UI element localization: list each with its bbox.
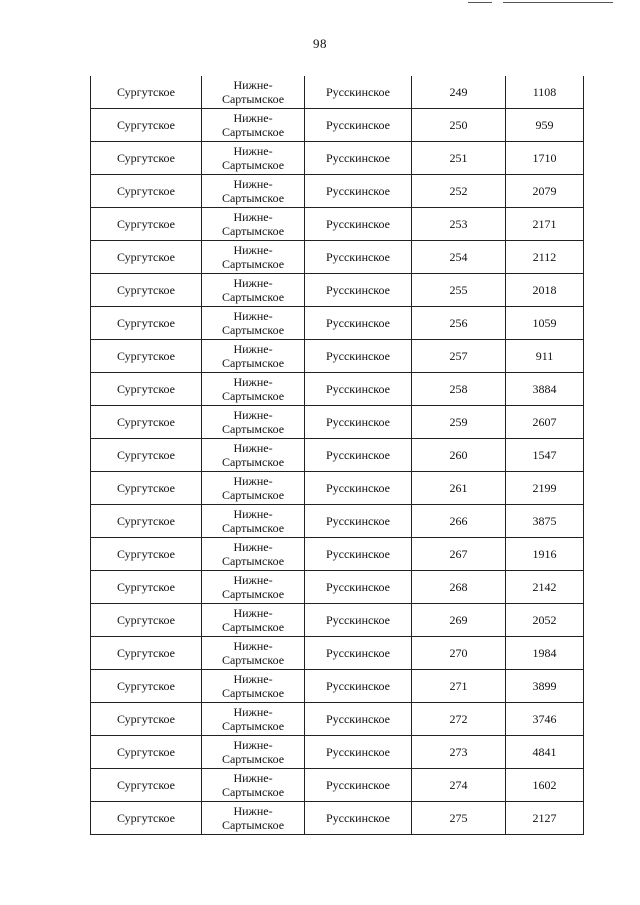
land-cell: Русскинское (305, 670, 412, 703)
land-cell: Русскинское (305, 505, 412, 538)
number-cell: 273 (412, 736, 506, 769)
settlement-cell (202, 703, 305, 736)
district-cell: Сургутское (91, 505, 202, 538)
number-cell: 254 (412, 241, 506, 274)
number-cell: 270 (412, 637, 506, 670)
district-cell: Сургутское (91, 175, 202, 208)
number-cell: 251 (412, 142, 506, 175)
number-cell: 259 (412, 406, 506, 439)
header-rule-right (503, 2, 613, 3)
settlement-cell (202, 637, 305, 670)
settlement-line-2: Сартымское (221, 191, 285, 205)
number-cell: 267 (412, 538, 506, 571)
table-row (91, 76, 584, 109)
settlement-line-2: Сартымское (221, 653, 285, 667)
settlement-line-1: Нижне- (233, 474, 273, 488)
settlement-line-1: Нижне- (233, 78, 273, 92)
district-cell: Сургутское (91, 538, 202, 571)
settlement-line-2: Сартымское (221, 389, 285, 403)
district-cell: Сургутское (91, 670, 202, 703)
land-cell: Русскинское (305, 241, 412, 274)
table-row (91, 175, 584, 208)
district-cell: Сургутское (91, 769, 202, 802)
settlement-line-2: Сартымское (221, 752, 285, 766)
header-rule-left (468, 2, 492, 3)
settlement-line-1: Нижне- (233, 309, 273, 323)
settlement-line-1: Нижне- (233, 672, 273, 686)
settlement-cell (202, 439, 305, 472)
settlement-cell (202, 241, 305, 274)
table-row (91, 670, 584, 703)
table-row (91, 637, 584, 670)
number-cell: 252 (412, 175, 506, 208)
settlement-line-1: Нижне- (233, 243, 273, 257)
district-cell: Сургутское (91, 208, 202, 241)
number-cell: 261 (412, 472, 506, 505)
settlement-line-2: Сартымское (221, 686, 285, 700)
settlement-cell (202, 274, 305, 307)
table-row (91, 538, 584, 571)
settlement-cell (202, 604, 305, 637)
settlement-line-1: Нижне- (233, 639, 273, 653)
table-row (91, 373, 584, 406)
table-row (91, 241, 584, 274)
land-cell: Русскинское (305, 307, 412, 340)
settlement-line-1: Нижне- (233, 771, 273, 785)
value-cell: 1984 (506, 637, 584, 670)
district-cell: Сургутское (91, 142, 202, 175)
district-cell: Сургутское (91, 703, 202, 736)
settlement-cell (202, 571, 305, 604)
district-cell: Сургутское (91, 76, 202, 109)
land-cell: Русскинское (305, 802, 412, 835)
value-cell: 2171 (506, 208, 584, 241)
district-cell: Сургутское (91, 604, 202, 637)
value-cell: 2112 (506, 241, 584, 274)
table-body (91, 76, 584, 835)
value-cell: 2127 (506, 802, 584, 835)
settlement-line-2: Сартымское (221, 158, 285, 172)
settlement-cell (202, 472, 305, 505)
settlement-line-2: Сартымское (221, 521, 285, 535)
value-cell: 1108 (506, 76, 584, 109)
land-cell: Русскинское (305, 175, 412, 208)
number-cell: 253 (412, 208, 506, 241)
table-row (91, 274, 584, 307)
district-cell: Сургутское (91, 637, 202, 670)
land-cell: Русскинское (305, 439, 412, 472)
number-cell: 269 (412, 604, 506, 637)
value-cell: 2142 (506, 571, 584, 604)
value-cell: 1916 (506, 538, 584, 571)
settlement-cell (202, 736, 305, 769)
value-cell: 3899 (506, 670, 584, 703)
table-row (91, 571, 584, 604)
value-cell: 1710 (506, 142, 584, 175)
data-table (90, 76, 584, 835)
settlement-line-2: Сартымское (221, 323, 285, 337)
district-cell: Сургутское (91, 109, 202, 142)
table-row (91, 604, 584, 637)
land-cell: Русскинское (305, 604, 412, 637)
settlement-line-1: Нижне- (233, 573, 273, 587)
table-row (91, 340, 584, 373)
value-cell: 3884 (506, 373, 584, 406)
settlement-line-2: Сартымское (221, 422, 285, 436)
number-cell: 255 (412, 274, 506, 307)
settlement-line-2: Сартымское (221, 290, 285, 304)
value-cell: 2018 (506, 274, 584, 307)
settlement-cell (202, 373, 305, 406)
value-cell: 1602 (506, 769, 584, 802)
value-cell: 959 (506, 109, 584, 142)
settlement-line-2: Сартымское (221, 587, 285, 601)
district-cell: Сургутское (91, 472, 202, 505)
district-cell: Сургутское (91, 274, 202, 307)
settlement-line-1: Нижне- (233, 177, 273, 191)
table-row (91, 472, 584, 505)
land-cell: Русскинское (305, 472, 412, 505)
land-cell: Русскинское (305, 637, 412, 670)
land-cell: Русскинское (305, 769, 412, 802)
settlement-line-1: Нижне- (233, 342, 273, 356)
number-cell: 266 (412, 505, 506, 538)
value-cell: 2607 (506, 406, 584, 439)
land-cell: Русскинское (305, 76, 412, 109)
number-cell: 268 (412, 571, 506, 604)
settlement-cell (202, 208, 305, 241)
number-cell: 274 (412, 769, 506, 802)
settlement-line-1: Нижне- (233, 276, 273, 290)
district-cell: Сургутское (91, 373, 202, 406)
value-cell: 2052 (506, 604, 584, 637)
value-cell: 3746 (506, 703, 584, 736)
settlement-cell (202, 538, 305, 571)
number-cell: 271 (412, 670, 506, 703)
settlement-cell (202, 769, 305, 802)
settlement-line-1: Нижне- (233, 606, 273, 620)
district-cell: Сургутское (91, 736, 202, 769)
settlement-line-1: Нижне- (233, 507, 273, 521)
value-cell: 1059 (506, 307, 584, 340)
settlement-cell (202, 76, 305, 109)
settlement-line-1: Нижне- (233, 144, 273, 158)
settlement-cell (202, 307, 305, 340)
table-row (91, 505, 584, 538)
land-cell: Русскинское (305, 208, 412, 241)
district-cell: Сургутское (91, 340, 202, 373)
district-cell: Сургутское (91, 241, 202, 274)
settlement-cell (202, 175, 305, 208)
settlement-line-1: Нижне- (233, 804, 273, 818)
land-cell: Русскинское (305, 538, 412, 571)
settlement-cell (202, 505, 305, 538)
value-cell: 2199 (506, 472, 584, 505)
settlement-line-1: Нижне- (233, 408, 273, 422)
number-cell: 258 (412, 373, 506, 406)
value-cell: 4841 (506, 736, 584, 769)
value-cell: 911 (506, 340, 584, 373)
land-cell: Русскинское (305, 406, 412, 439)
table-row (91, 307, 584, 340)
settlement-cell (202, 802, 305, 835)
table-row (91, 142, 584, 175)
settlement-line-1: Нижне- (233, 210, 273, 224)
district-cell: Сургутское (91, 571, 202, 604)
number-cell: 249 (412, 76, 506, 109)
value-cell: 3875 (506, 505, 584, 538)
settlement-line-2: Сартымское (221, 455, 285, 469)
settlement-line-2: Сартымское (221, 257, 285, 271)
land-cell: Русскинское (305, 274, 412, 307)
district-cell: Сургутское (91, 439, 202, 472)
land-cell: Русскинское (305, 736, 412, 769)
number-cell: 275 (412, 802, 506, 835)
table-row (91, 109, 584, 142)
settlement-cell (202, 340, 305, 373)
settlement-line-2: Сартымское (221, 92, 285, 106)
settlement-cell (202, 109, 305, 142)
table-row (91, 769, 584, 802)
settlement-line-1: Нижне- (233, 540, 273, 554)
land-cell: Русскинское (305, 340, 412, 373)
land-cell: Русскинское (305, 373, 412, 406)
settlement-line-2: Сартымское (221, 125, 285, 139)
land-cell: Русскинское (305, 142, 412, 175)
settlement-cell (202, 142, 305, 175)
page-number: 98 (313, 36, 327, 51)
table-row (91, 802, 584, 835)
settlement-line-2: Сартымское (221, 719, 285, 733)
district-cell: Сургутское (91, 307, 202, 340)
table-row (91, 208, 584, 241)
value-cell: 2079 (506, 175, 584, 208)
land-cell: Русскинское (305, 571, 412, 604)
settlement-cell (202, 406, 305, 439)
number-cell: 260 (412, 439, 506, 472)
settlement-line-1: Нижне- (233, 705, 273, 719)
settlement-line-2: Сартымское (221, 224, 285, 238)
settlement-line-1: Нижне- (233, 738, 273, 752)
settlement-line-1: Нижне- (233, 375, 273, 389)
settlement-line-2: Сартымское (221, 620, 285, 634)
value-cell: 1547 (506, 439, 584, 472)
settlement-line-2: Сартымское (221, 785, 285, 799)
table-row (91, 703, 584, 736)
land-cell: Русскинское (305, 109, 412, 142)
settlement-line-2: Сартымское (221, 488, 285, 502)
settlement-line-1: Нижне- (233, 441, 273, 455)
settlement-line-2: Сартымское (221, 818, 285, 832)
settlement-line-2: Сартымское (221, 356, 285, 370)
number-cell: 250 (412, 109, 506, 142)
district-cell: Сургутское (91, 802, 202, 835)
number-cell: 256 (412, 307, 506, 340)
settlement-line-1: Нижне- (233, 111, 273, 125)
settlement-line-2: Сартымское (221, 554, 285, 568)
number-cell: 272 (412, 703, 506, 736)
number-cell: 257 (412, 340, 506, 373)
district-cell: Сургутское (91, 406, 202, 439)
table-row (91, 736, 584, 769)
table-row (91, 439, 584, 472)
land-cell: Русскинское (305, 703, 412, 736)
settlement-cell (202, 670, 305, 703)
table-row (91, 406, 584, 439)
